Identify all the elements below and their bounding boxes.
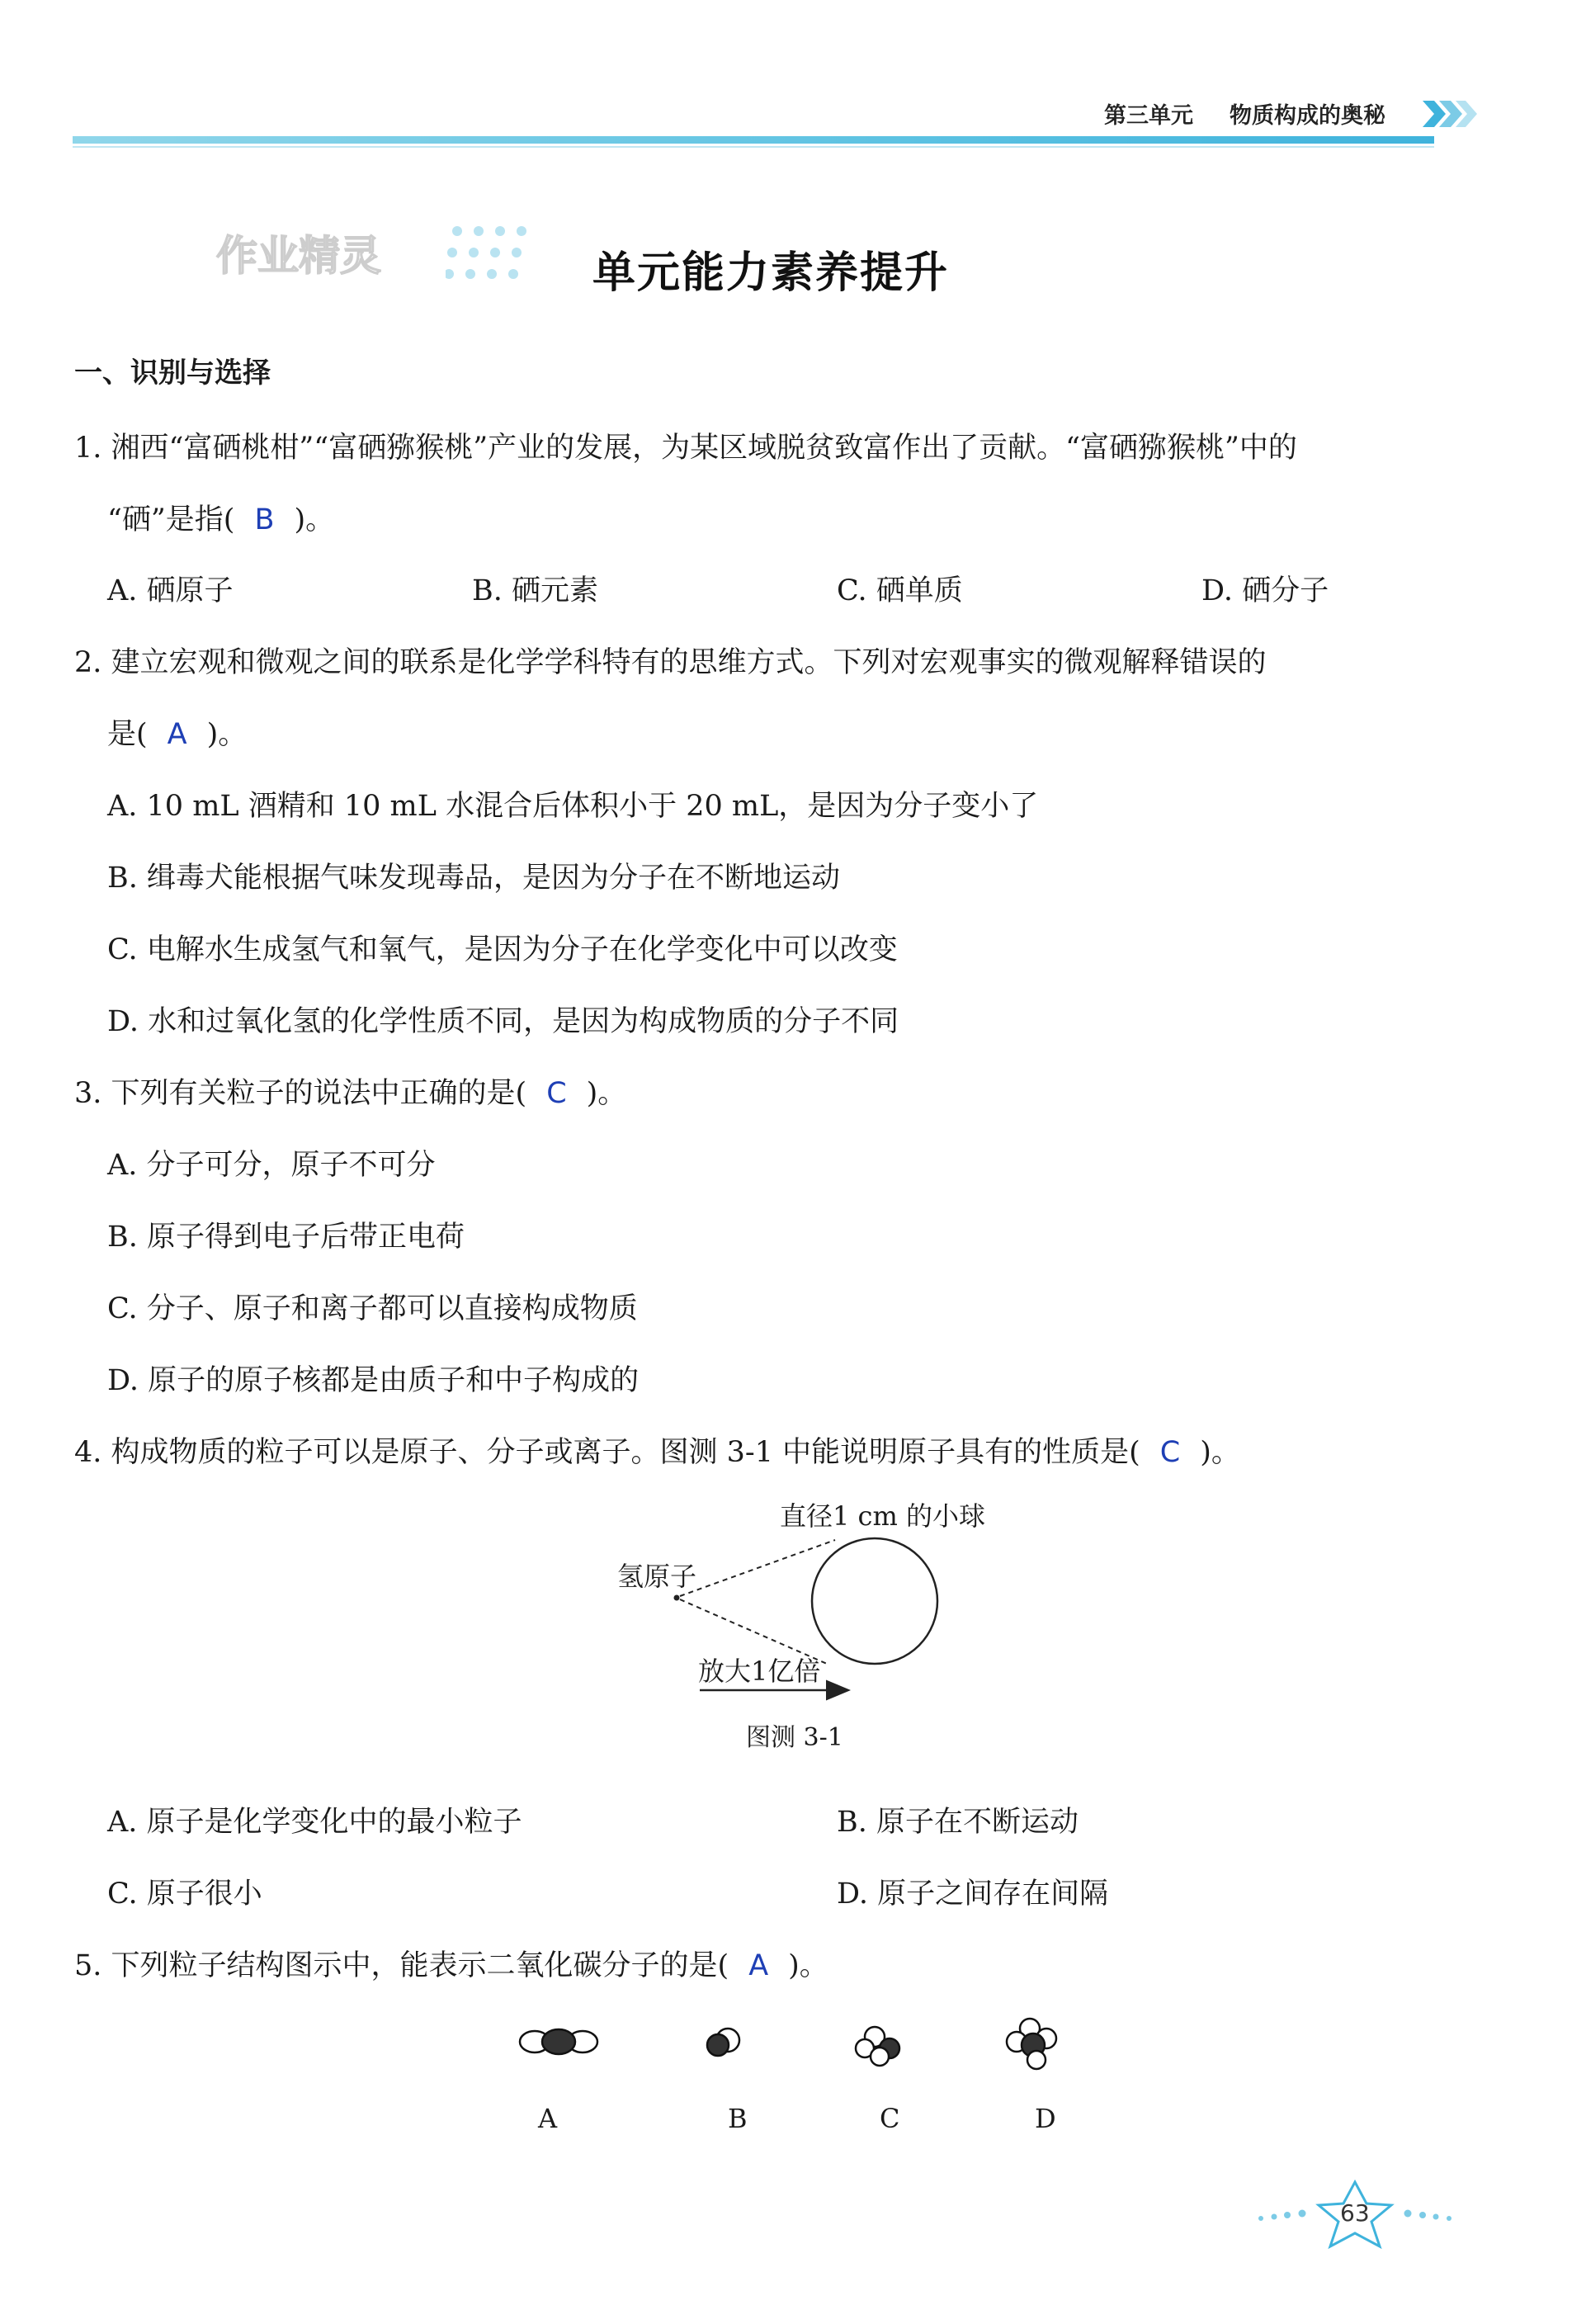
q3-option-d: D. 原子的原子核都是由质子和中子构成的 [107,1364,640,1397]
q2-answer: A [167,718,187,751]
dashed-line-top [680,1540,835,1596]
q4-option-c: C. 原子很小 [107,1878,262,1911]
header-topic: 物质构成的奥秘 [1230,103,1385,129]
q2-stem-line1: 2. 建立宏观和微观之间的联系是化学学科特有的思维方式。下列对宏观事实的微观解释错误的 [74,646,1267,679]
q1-stem-line1: 1. 湘西“富硒桃柑”“富硒猕猴桃”产业的发展，为某区域脱贫致富作出了贡献。“富硒猕猴桃”中的 [74,432,1297,465]
header-rule [73,136,1434,144]
q3-option-c: C. 分子、原子和离子都可以直接构成物质 [107,1292,638,1325]
molecule-b [707,2029,739,2056]
q4-stem: 4. 构成物质的粒子可以是原子、分子或离子。图测 3-1 中能说明原子具有的性质是( C )。 [74,1436,1240,1469]
figure-caption: 图测 3-1 [746,1723,843,1752]
watermark-logo: 作业精灵 [216,232,381,280]
molecule-label-c: C [880,2103,900,2134]
hydrogen-atom-dot [674,1595,680,1601]
dots-decoration-icon [446,221,545,287]
q3-option-b: B. 原子得到电子后带正电荷 [107,1221,465,1254]
q4-option-d: D. 原子之间存在间隔 [837,1878,1109,1911]
q2-stem-line2: 是( A )。 [107,718,248,751]
q1-option-d: D. 硒分子 [1201,574,1329,607]
q4-option-b: B. 原子在不断运动 [837,1806,1079,1839]
q5-stem: 5. 下列粒子结构图示中，能表示二氧化碳分子的是( A )。 [74,1949,828,1982]
q4-option-a: A. 原子是化学变化中的最小粒子 [107,1806,522,1839]
header-arrow-icon [1423,96,1482,132]
molecule-label-d: D [1035,2103,1056,2134]
molecule-label-a: A [538,2103,558,2134]
q4-answer: C [1159,1436,1181,1469]
molecule-c [856,2027,899,2066]
molecule-figures [512,2014,1089,2080]
molecule-label-b: B [728,2103,748,2134]
q3-answer: C [546,1077,567,1110]
q2-option-c: C. 电解水生成氢气和氧气，是因为分子在化学变化中可以改变 [107,933,898,966]
page-number: 63 [1340,2199,1370,2227]
q1-stem-line2: “硒”是指( B )。 [107,503,335,536]
q2-option-a: A. 10 mL 酒精和 10 mL 水混合后体积小于 20 mL，是因为分子变小了 [107,790,1039,823]
molecule-d [1007,2019,1056,2069]
q3-stem: 3. 下列有关粒子的说法中正确的是( C )。 [74,1077,627,1110]
q2-option-d: D. 水和过氧化氢的化学性质不同，是因为构成物质的分子不同 [107,1005,899,1038]
figure-atom-label: 氢原子 [617,1561,697,1592]
figure-ball-label: 直径1 cm 的小球 [780,1500,985,1532]
q1-option-b: B. 硒元素 [472,574,598,607]
q1-option-a: A. 硒原子 [107,574,234,607]
figure-arrow-label: 放大1亿倍 [698,1656,821,1687]
q1-answer: B [254,503,275,536]
q1-option-c: C. 硒单质 [837,574,963,607]
molecule-a [520,2029,597,2054]
page-title: 单元能力素养提升 [592,248,950,298]
q5-answer: A [748,1949,769,1982]
q2-option-b: B. 缉毒犬能根据气味发现毒品，是因为分子在不断地运动 [107,862,840,895]
header-rule-thin [73,146,1434,148]
header-unit: 第三单元 [1104,103,1193,129]
q3-option-a: A. 分子可分，原子不可分 [107,1149,436,1182]
section-heading: 一、识别与选择 [74,357,271,390]
small-ball-circle [812,1538,937,1664]
